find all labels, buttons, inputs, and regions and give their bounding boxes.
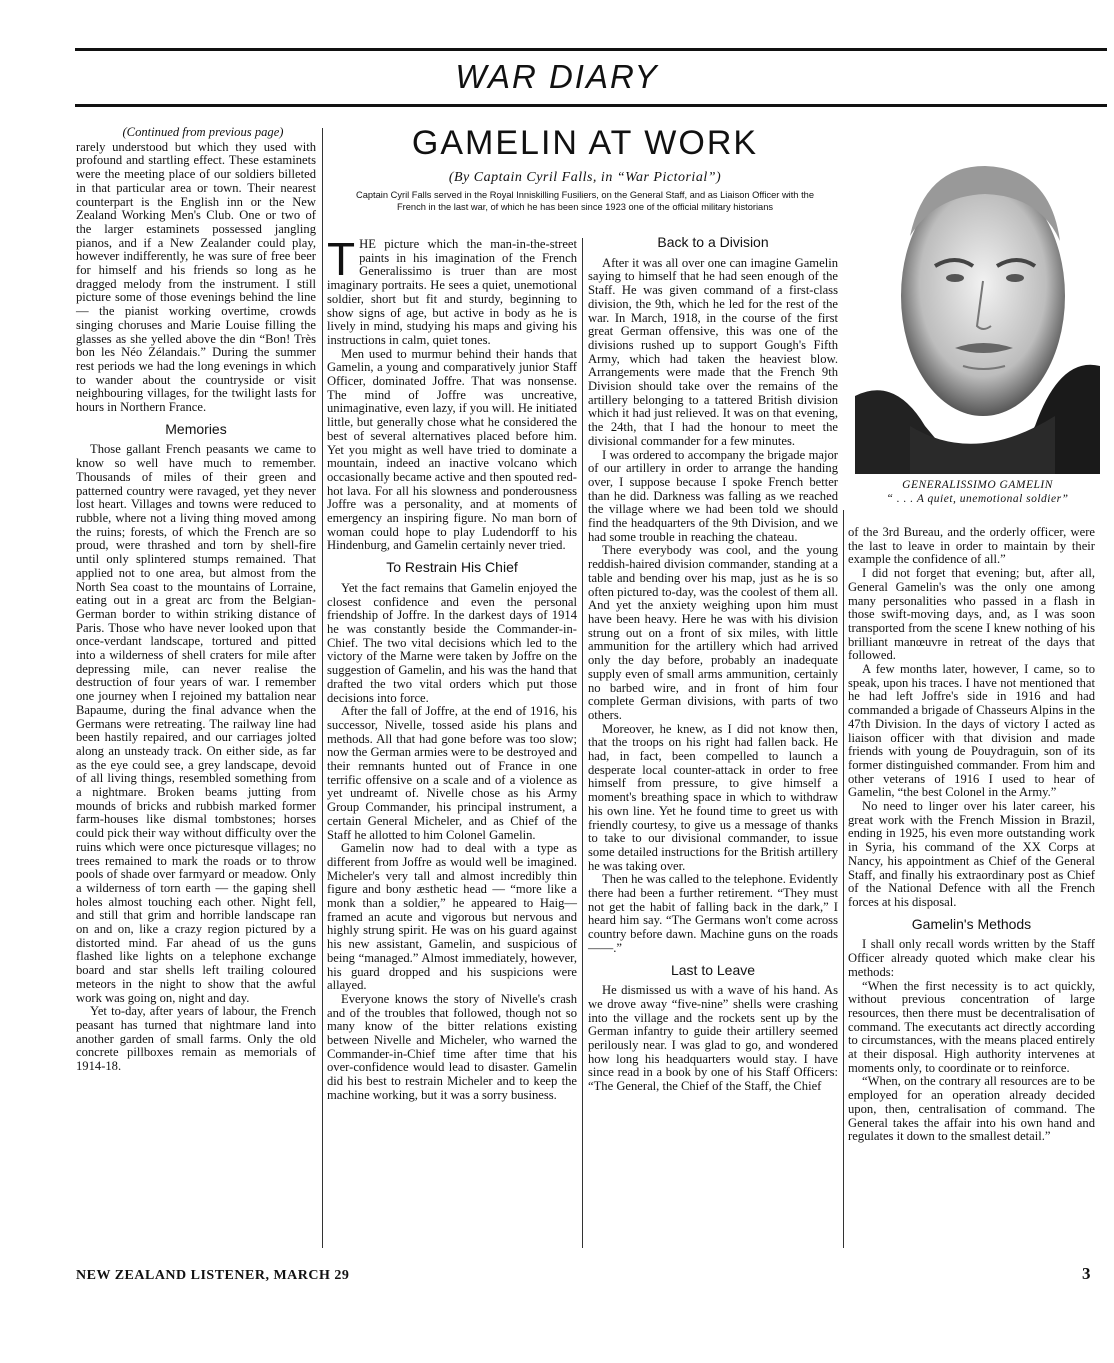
paragraph: Everyone knows the story of Nivelle's crash and of the troubles that followed, though not so many know of the bitter relations existing between Nivelle and Micheler, who warned the Commander-in-Chief time after time that his over-confidence would lead to disaster. Gamelin did his best to restrain Micheler and to keep the machine working, but it was a sorry business. (327, 991, 577, 1102)
paragraph: “When the first necessity is to act quickly, without previous concentration of large resources, then there must be decentralisation of command. The executants act directly according to circumstances, with the means placed entirely at their disposal. High authority intervenes at moments only, to coordinate or to reinforce. (848, 978, 1095, 1075)
column-3 (588, 234, 838, 1094)
continued-note: (Continued from previous page) (122, 125, 284, 139)
paragraph: No need to linger over his later career, his great work with the French Mission in Brazil, ending in 1925, his even more outstanding work in Syria, his command of the XX Corps at Nancy, his appointment as Chief of the General Staff, and finally his extraordinary post as Chief of the National Defence with all the French forces at his disposal. (848, 799, 1095, 909)
photo-caption (850, 478, 1105, 506)
top-rule (75, 48, 1107, 51)
paragraph: I was ordered to accompany the brigade major of our artillery in order to arrange the handing over, I suppose because I spoke French better than he did. Darkness was falling as we reached the village where we had been told we should find the headquarters of the 9th Division, and we had some trouble in reaching the chateau. (588, 447, 838, 544)
paragraph: Yet to-day, after years of labour, the French peasant has turned that nightmare land into another garden of small farms. Only the old concrete pillboxes remain as memorials of 1914-18. (76, 1004, 316, 1074)
paragraph: Those gallant French peasants we came to know so well have much to remember. Thousands of miles of their green and patterned country were ravaged, yet they never lost heart. Villages and towns were reduced to rubble, where not a living thing moved among the ruins; forests, of which the French are so proud, were thrashed and torn by shell-fire until only splintered stumps remained. That applied not to one area, but almost from the North Sea coast to the mountains of Lorraine, eating out in a great arc from the Belgian-German border to within striking distance of Paris. Those who have never looked upon that once-verdant landscape, tortured and pitted into a wilderness of shell craters for mile after depressing mile, can never realise the destruction of four years of war. I remember one journey when I rejoined my battalion near Bapaume, during the final advance when the Germans were retreating. The railway line had been hastily repaired, and our carriages jolted along an unsteady track. On either side, as far as the eye could see, a grey landscape, devoid of all living things, resembled something from a nightmare. Broken beams jutting from mounds of bricks and rubbish marked former farm-houses like dismal tombstones; horses could pick their way without difficulty over the ruins which were once picturesque villages; no trees remained to mark the roads or to throw pools of shade over farmyard or meadow. Only a wilderness of torn earth — the gaping shell holes almost touching each other. Night fell, and still that grim and horrible landscape ran on and on, like a crazy region pictured by a distorted mind. Far ahead of us the guns flashed like lights on a telephone exchange board and star shells left trailing coloured meteors in the night to show that the awful work was going on, night and day. (76, 442, 316, 1005)
paragraph: I did not forget that evening; but, after all, General Gamelin's was the only one among many personalities who passed in a flash in those swift-moving days, and, as I was soon transported from the scene I knew nothing of his brilliant manœuvre in retreat of the days that followed. (848, 566, 1095, 663)
caption-quote: “ . . . A quiet, unemotional soldier” (886, 493, 1069, 505)
paragraph: “When, on the contrary all resources are to be employed for an operation already decided upon, then, centralisation of command. The General takes the affair into his own hand and regulates it down to the smallest detail.” (848, 1074, 1095, 1144)
paragraph: of the 3rd Bureau, and the orderly officer, were the last to leave in order to maintain by their example the confidence of all.” (848, 525, 1095, 567)
section-banner: WAR DIARY (455, 58, 659, 95)
paragraph: There everybody was cool, and the young reddish-haired division commander, standing at a table and bending over his map, just as he is so often pictured to-day, was the coolest of them all. And yet the anxiety weighing upon him must have been heavy. Here he was with his division strung out on a front of six miles, with little ammunition for the artillery which had arrived only the day before, probably an inadequate supply even of small arms ammunition, certainly no barbed wire, and in front of him four complete German divisions, with parts of two others. (588, 543, 838, 722)
banner-rule (75, 104, 1107, 107)
drop-cap: T (327, 233, 356, 285)
subheading-restrain: To Restrain His Chief (386, 559, 518, 576)
paragraph: After it was all over one can imagine Gamelin saying to himself that he had seen enough of the Staff. He was given command of a first-class division, the 9th, which he led for the rest of the war. In March, 1918, in the course of the first great German offensive, this was one of the divisions rushed up to support Gough's Fifth Army, which had taken the heaviest blow. Arrangements were made that the French 9th Division should take over the remains of the artillery belonging to a tattered British division which it had just relieved. It was on that evening, the 24th, that I had the honour to meet the divisional commander for a few minutes. (588, 255, 838, 448)
paragraph: I shall only recall words written by the Staff Officer already quoted which make clear his methods: (848, 937, 1095, 979)
column-1 (76, 126, 316, 1074)
column-2 (327, 233, 577, 1103)
subheading-memories: Memories (165, 420, 227, 437)
subheading-back-to-division: Back to a Division (657, 234, 769, 250)
paragraph: rarely understood but which they used with profound and startling effect. These estaminets were the meeting place of our soldiers billeted in that particular area or town. Their nearest counterpart is the English inn or the New Zealand Working Men's Club. One or two of the larger estaminets possessed jangling pianos, and if a New Zealander could play, however indifferently, he was sure of free beer for himself and his friends so long as he dragged melody from the instrument. I still picture some of those evenings behind the line — the pianist working overtime, crowds singing choruses and Marie Louise filling the glasses as she yelled above the din “Bon! Très bon les Néo Zélandais.” During the summer rest periods we had the long evenings in which to wander about the countryside or visit neighbouring villages, for the twilight lasts for hours in Northern France. (76, 139, 316, 415)
paragraph: THE picture which the man-in-the-street paints in his imagination of the French Generalissimo is truer than are most imaginary portraits. He sees a quiet, unemotional soldier, short but fit and sturdy, beginning to show signs of age, but active in body as he is lively in mind, studying his maps and giving his instructions in calm, quiet tones. (327, 233, 577, 347)
subheading-methods: Gamelin's Methods (911, 915, 1032, 932)
column-divider (322, 128, 323, 1248)
publication-footer: NEW ZEALAND LISTENER, MARCH 29 (76, 1268, 350, 1283)
article-title: GAMELIN AT WORK (411, 124, 759, 162)
column-divider (843, 510, 844, 1248)
paragraph: Gamelin now had to deal with a type as different from Joffre as would well be imagined. Micheler's very tall and almost incredibly thin figure and bony æsthetic head — “more like a monk than a soldier,” he appeared to Haig—framed an acute and vigorous but nervous and highly strung spirit. He was on his guard against his new assistant, Gamelin, and suspicious of being “managed.” Almost immediately, however, his guard dropped and his suspicions were allayed. (327, 841, 577, 993)
paragraph: He dismissed us with a wave of his hand. As we drove away “five-nine” shells were crashing into the village and the rockets sent up by the German infantry to guide their artillery seemed perilously near. I was glad to go, and wondered how long his headquarters would stay. I have since read in a book by one of his Staff Officers: “The General, the Chief of the Staff, the Chief (588, 983, 838, 1094)
column-divider (582, 238, 583, 1248)
paragraph: After the fall of Joffre, at the end of 1916, his successor, Nivelle, tossed aside his plans and methods. All that had gone before was too slow; now the German armies were to be destroyed and their remnants hunted out of France in one terrific offensive on a scale and of a violence as yet undreamt of. Nivelle chose as his Army Group Commander, his principal instrument, a certain General Micheler, and as Chief of the Staff he allotted to him Colonel Gamelin. (327, 704, 577, 842)
page-number: 3 (1082, 1264, 1091, 1283)
portrait-photo (855, 126, 1100, 474)
paragraph: Men used to murmur behind their hands that Gamelin, a young and comparatively junior Staff Officer, dominated Joffre. That was nonsense. The mind of Joffre was uncreative, unimaginative, even lazy, if you will. He initiated little, but generally chose what he considered the best of several alternatives placed before him. Yet you might as well have tried to dominate a mountain, indeed an inactive volcano which occasionally became active and then spouted red-hot lava. For all his slowness and ponderousness Joffre was a personality, and at moments of emergency an inspiring figure. No man born of woman could hope to play Ludendorff to his Hindenburg, and Gamelin certainly never tried. (327, 346, 577, 553)
paragraph: A few months later, however, I came, so to speak, upon his traces. I have not mentioned that he had left Joffre's side in 1916 and had commanded a brigade of Chasseurs Alpins in the 47th Division. In the days of victory I acted as liaison officer with that division and made friends with young de Pouydraguin, son of its former distinguished commander. From him and other veterans of 1916 I used to hear of Gamelin, “the best Colonel in the Army.” (848, 662, 1095, 800)
paragraph: Moreover, he knew, as I did not know then, that the troops on his right had fallen back. He had, in fact, been compelled to launch a desperate local counter-attack in order to free himself from pressure, to give himself a moment's breathing space in which to withdraw his own line. Yet he found time to greet us with friendly courtesy, to give us a message of thanks to take to our divisional commander, to issue some detailed instructions for the British artillery he was taking over. (588, 721, 838, 873)
subheading-last-to-leave: Last to Leave (670, 961, 756, 978)
article-intro: Captain Cyril Falls served in the Royal Inniskilling Fusiliers, on the General Staff, and as Liaison Officer with the French in the last war, of which he has been since 1923 one of the official military historians (355, 190, 814, 212)
column-4 (848, 526, 1095, 1144)
paragraph: Then he was called to the telephone. Evidently there had been a further retirement. “They must not get the habit of falling back in the dark,” I heard him say. “The Germans won't come across country before dawn. Machine guns on the roads ——.” (588, 872, 838, 955)
paragraph: Yet the fact remains that Gamelin enjoyed the closest confidence and even the personal friendship of Joffre. In the darkest days of 1914 he was constantly beside the Commander-in-Chief. The two vital decisions which led to the victory of the Marne were taken by Joffre on the suggestion of Gamelin, and his was the hand that drafted the two vital orders which put those decisions into force. (327, 580, 577, 705)
article-byline: (By Captain Cyril Falls, in “War Pictorial”) (448, 170, 722, 185)
caption-name: GENERALISSIMO GAMELIN (902, 479, 1053, 491)
